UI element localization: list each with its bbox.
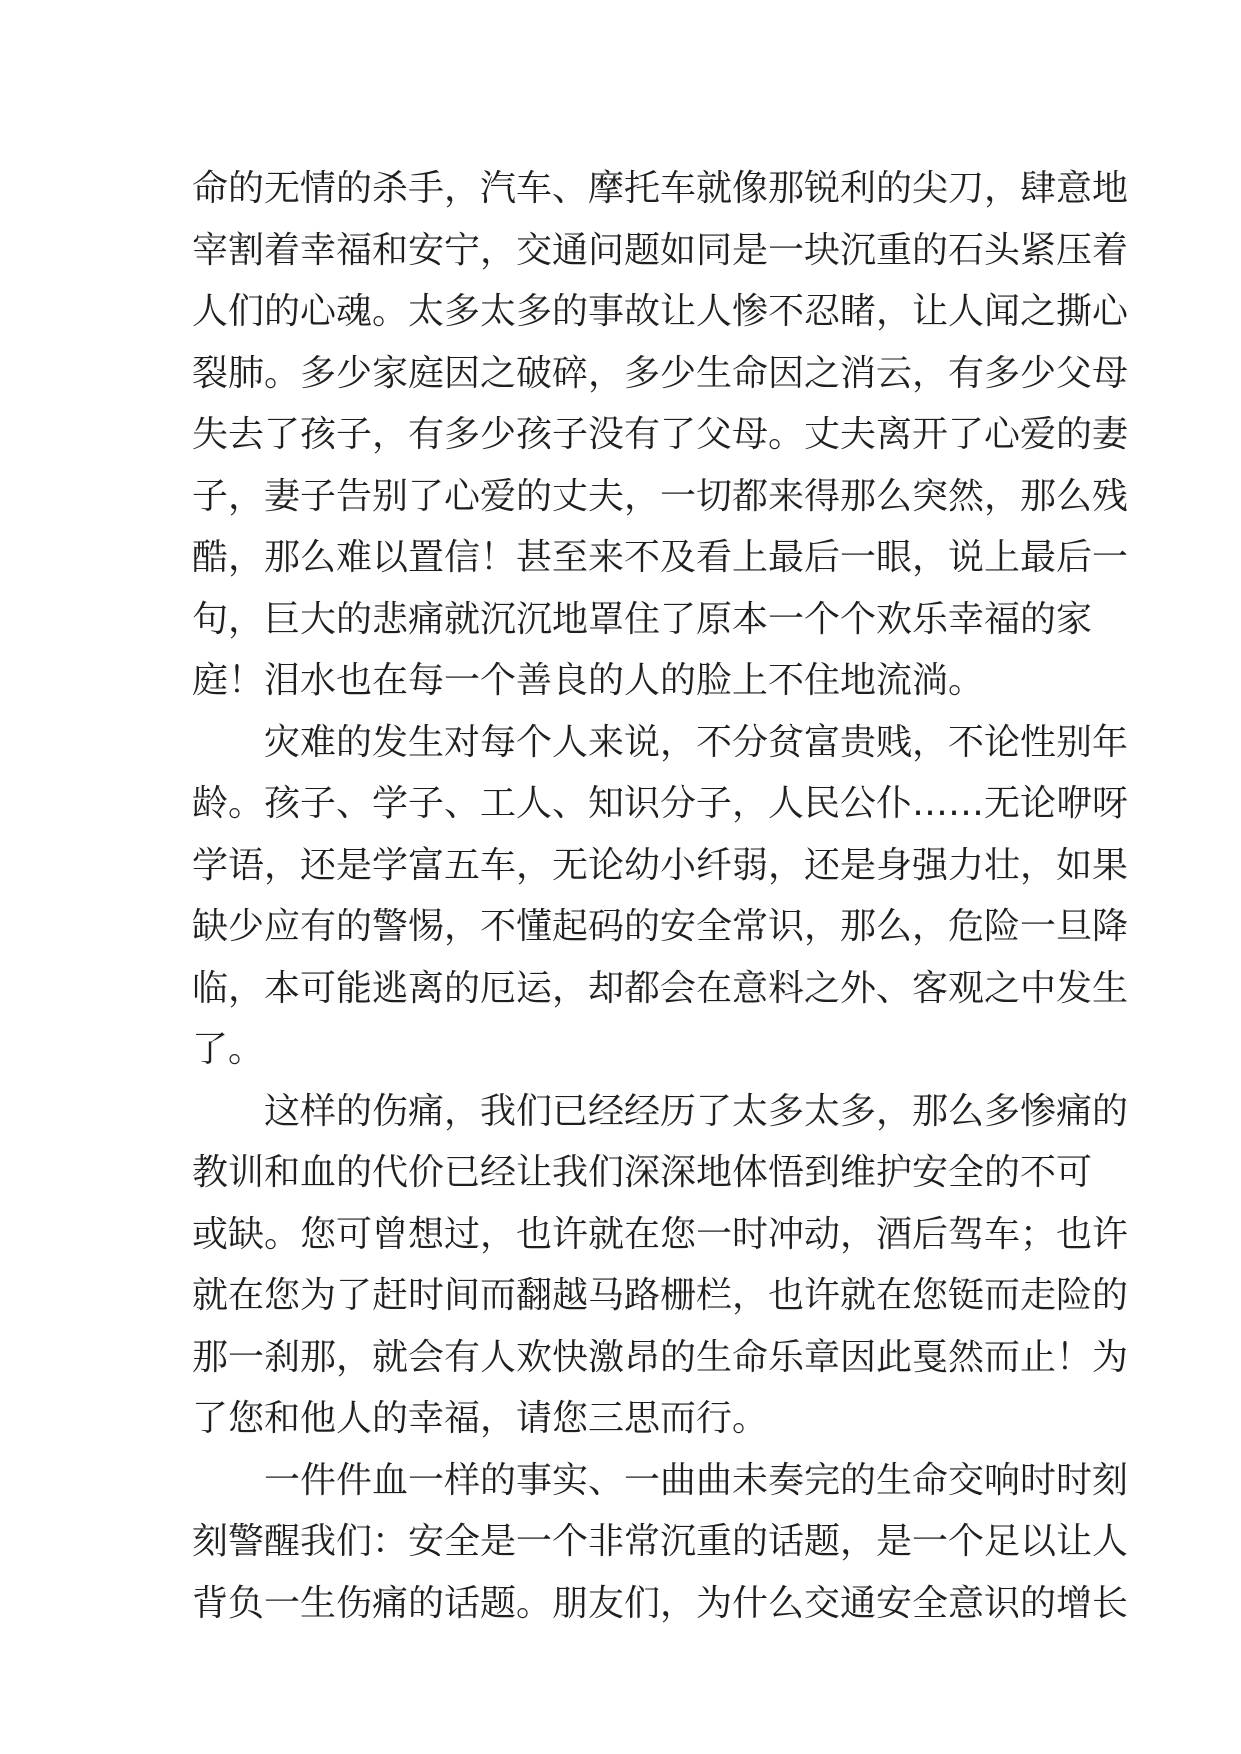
text-line: 庭！泪水也在每一个善良的人的脸上不住地流淌。 — [192, 660, 985, 701]
text-line: 人们的心魂。太多太多的事故让人惨不忍睹，让人闻之撕心 — [192, 291, 1129, 332]
text-line: 这样的伤痛，我们已经经历了太多太多，那么多惨痛的 — [264, 1090, 1129, 1132]
text-line: 灾难的发生对每个人来说，不分贫富贵贱，不论性别年 — [264, 721, 1129, 763]
text-line: 背负一生伤痛的话题。朋友们，为什么交通安全意识的增长 — [192, 1582, 1129, 1624]
text-line: 学语，还是学富五车，无论幼小纤弱，还是身强力壮，如果 — [192, 844, 1129, 886]
text-line: 教训和血的代价已经让我们深深地体悟到维护安全的不可 — [192, 1152, 1093, 1193]
text-line: 宰割着幸福和安宁，交通问题如同是一块沉重的石头紧压着 — [192, 229, 1129, 271]
text-line: 或缺。您可曾想过，也许就在您一时冲动，酒后驾车；也许 — [192, 1213, 1129, 1255]
text-line: 刻警醒我们：安全是一个非常沉重的话题，是一个足以让人 — [192, 1521, 1129, 1562]
text-line: 了您和他人的幸福，请您三思而行。 — [192, 1398, 769, 1439]
text-line: 失去了孩子，有多少孩子没有了父母。丈夫离开了心爱的妻 — [192, 414, 1129, 455]
text-line: 一件件血一样的事实、一曲曲未奏完的生命交响时时刻 — [264, 1459, 1129, 1501]
text-line: 子，妻子告别了心爱的丈夫，一切都来得那么突然，那么残 — [192, 475, 1129, 517]
text-line: 临，本可能逃离的厄运，却都会在意料之外、客观之中发生 — [192, 967, 1129, 1009]
text-line: 龄。孩子、学子、工人、知识分子，人民公仆……无论咿呀 — [192, 783, 1129, 824]
text-line: 酷，那么难以置信！甚至来不及看上最后一眼，说上最后一 — [192, 537, 1129, 578]
text-line: 那一刹那，就会有人欢快激昂的生命乐章因此戛然而止！为 — [192, 1336, 1129, 1378]
text-line: 裂肺。多少家庭因之破碎，多少生命因之消云，有多少父母 — [192, 352, 1129, 394]
text-line: 命的无情的杀手，汽车、摩托车就像那锐利的尖刀，肆意地 — [192, 168, 1129, 209]
text-line: 缺少应有的警惕，不懂起码的安全常识，那么，危险一旦降 — [192, 906, 1129, 947]
text-line: 了。 — [192, 1029, 265, 1070]
text-line: 就在您为了赶时间而翻越马路栅栏，也许就在您铤而走险的 — [192, 1275, 1129, 1316]
document-body — [192, 158, 1129, 1634]
text-line: 句，巨大的悲痛就沉沉地罩住了原本一个个欢乐幸福的家 — [192, 598, 1093, 640]
